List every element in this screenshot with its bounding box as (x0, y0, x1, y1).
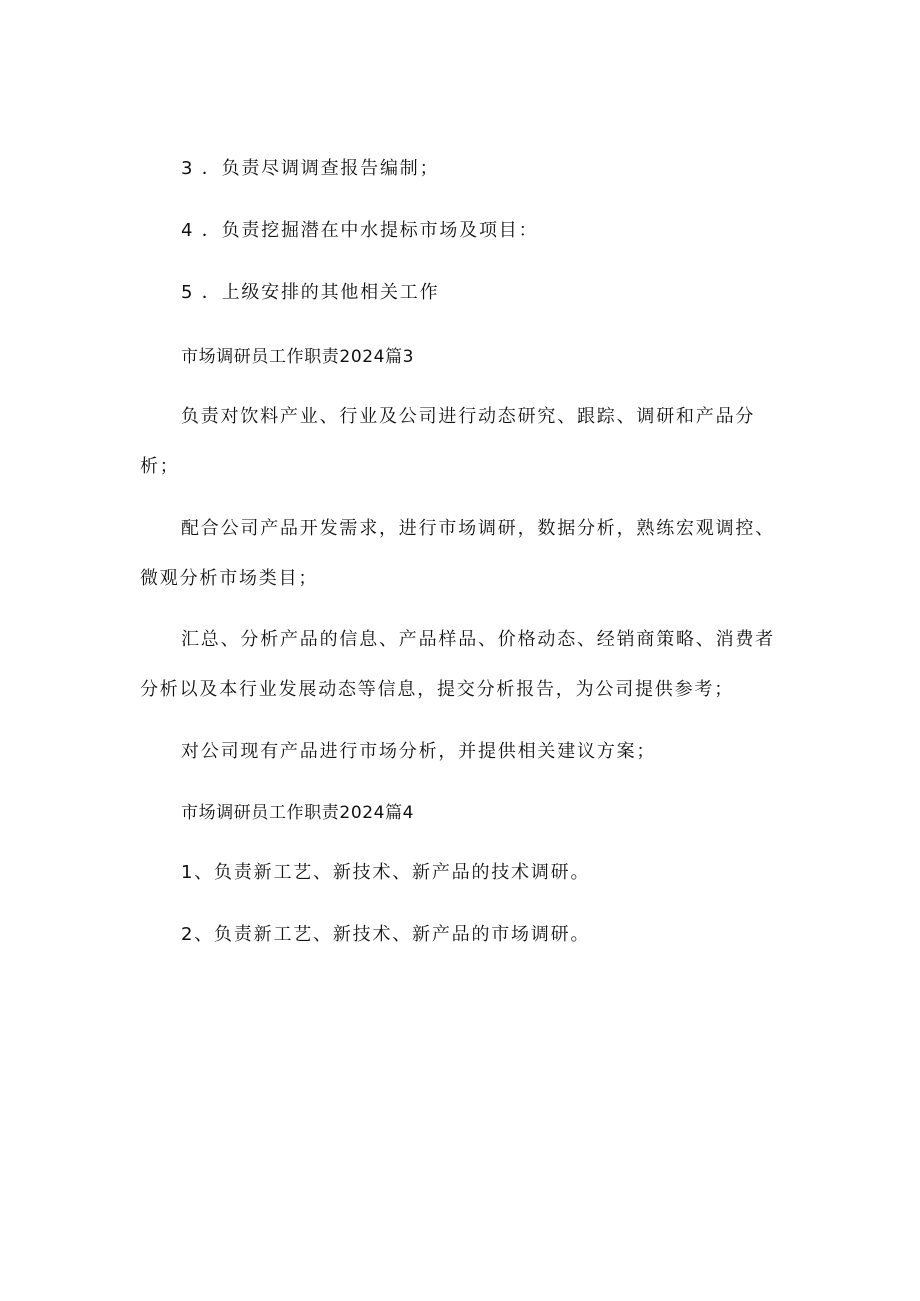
section-heading-4: 市场调研员工作职责2024篇4 (181, 803, 415, 823)
paragraph-3-line-1: 汇总、分析产品的信息、产品样品、价格动态、经销商策略、消费者 (181, 629, 775, 650)
paragraph-1-line-1: 负责对饮料产业、行业及公司进行动态研究、跟踪、调研和产品分 (181, 406, 756, 427)
section-heading-3: 市场调研员工作职责2024篇3 (181, 347, 415, 367)
list-item-b-2: 2、负责新工艺、新技术、新产品的市场调研。 (181, 924, 591, 945)
paragraph-2-line-2: 微观分析市场类目； (140, 568, 319, 589)
paragraph-3-line-2: 分析以及本行业发展动态等信息，提交分析报告，为公司提供参考； (140, 679, 734, 700)
list-item-4: 4 ．负责挖掘潜在中水提标市场及项目： (181, 220, 539, 241)
paragraph-2-line-1: 配合公司产品开发需求，进行市场调研，数据分析，熟练宏观调控、 (181, 518, 775, 539)
list-item-5: 5 ．上级安排的其他相关工作 (181, 282, 440, 303)
list-item-b-1: 1、负责新工艺、新技术、新产品的技术调研。 (181, 862, 591, 883)
list-item-3: 3 ．负责尽调调查报告编制； (181, 158, 440, 179)
paragraph-4-line-1: 对公司现有产品进行市场分析，并提供相关建议方案； (181, 741, 657, 762)
paragraph-1-line-2: 析； (140, 456, 180, 477)
